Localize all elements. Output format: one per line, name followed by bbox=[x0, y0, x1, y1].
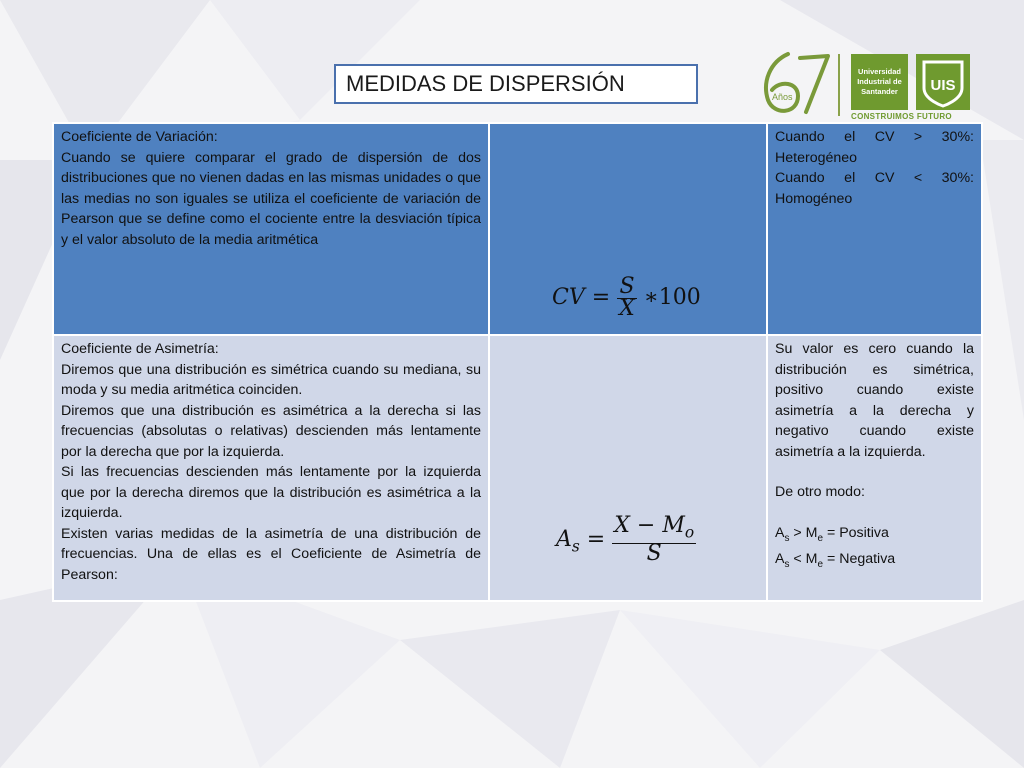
as-lhs-sub: s bbox=[571, 537, 580, 556]
as-lhs-base: A bbox=[556, 527, 572, 553]
cv-fraction bbox=[617, 274, 637, 321]
as-fraction bbox=[612, 513, 696, 566]
asymmetry-paragraph-1: Diremos que una distribución es simétrica cuando su mediana, su moda y su media aritmética coinciden. bbox=[61, 361, 481, 398]
rule-a-sub: s bbox=[784, 532, 790, 544]
as-numerator bbox=[612, 513, 696, 543]
variation-formula-cell bbox=[489, 123, 767, 335]
anniversary-67-logo bbox=[758, 48, 834, 120]
variation-interpretation-cell bbox=[767, 123, 982, 335]
rule-op: < bbox=[793, 550, 802, 567]
as-denominator: S bbox=[646, 540, 662, 566]
university-line-1: Universidad bbox=[858, 67, 901, 76]
variation-interpretation-1: Cuando el CV > 30%: Heterogéneo bbox=[775, 129, 974, 166]
variation-description-cell bbox=[53, 123, 489, 335]
cv-operator: ∗ bbox=[643, 285, 659, 310]
asymmetry-rule-negative bbox=[775, 549, 974, 575]
table-row-variation bbox=[53, 123, 982, 335]
asymmetry-interpretation-cell bbox=[767, 335, 982, 601]
as-numerator-m-sub: o bbox=[684, 523, 695, 542]
rule-m: M bbox=[805, 550, 818, 567]
cv-factor: 100 bbox=[658, 285, 701, 310]
rule-eq: = bbox=[826, 524, 836, 541]
variation-title: Coeficiente de Variación: bbox=[61, 129, 218, 145]
variation-interpretation-2: Cuando el CV < 30%: Homogéneo bbox=[775, 170, 974, 207]
cv-formula bbox=[552, 274, 701, 321]
asymmetry-paragraph-3: Si las frecuencias descienden más lentamente por la izquierda que por la derecha diremos que la distribución es asimétrica a la izquierda. bbox=[61, 464, 481, 521]
rule-result: Negativa bbox=[839, 550, 896, 567]
as-equals: = bbox=[586, 527, 606, 553]
logo-area bbox=[758, 48, 978, 124]
as-numerator-x: X bbox=[614, 513, 630, 538]
anniversary-word: Años bbox=[772, 92, 793, 102]
table-row-asymmetry bbox=[53, 335, 982, 601]
rule-m-sub: e bbox=[817, 558, 823, 570]
university-line-2: Industrial de bbox=[857, 77, 902, 86]
as-numerator-m: M bbox=[662, 513, 685, 538]
cv-numerator: S bbox=[619, 274, 635, 299]
asymmetry-paragraph-2: Diremos que una distribución es asimétrica a la derecha si las frecuencias (absolutas o relativas) descienden más lentamente por la derecha que por la izquierda. bbox=[61, 402, 481, 460]
cv-equals: = bbox=[591, 285, 611, 310]
rule-eq: = bbox=[826, 550, 836, 567]
as-lhs bbox=[556, 527, 580, 556]
as-formula bbox=[556, 513, 696, 566]
rule-a: A bbox=[775, 550, 785, 567]
slide-title bbox=[334, 64, 698, 104]
slide-title-text: MEDIDAS DE DISPERSIÓN bbox=[346, 71, 625, 96]
spacer bbox=[775, 503, 974, 523]
asymmetry-description-cell bbox=[53, 335, 489, 601]
asymmetry-paragraph-4: Existen varias medidas de la asimetría de una distribución de frecuencias. Una de ellas es el Coeficiente de Asimetría de Pearson: bbox=[61, 525, 481, 583]
rule-op: > bbox=[793, 524, 802, 541]
asymmetry-alt-title: De otro modo: bbox=[775, 484, 865, 500]
asymmetry-formula-cell bbox=[489, 335, 767, 601]
university-line-3: Santander bbox=[861, 87, 898, 96]
rule-a: A bbox=[775, 524, 785, 541]
tagline: CONSTRUIMOS FUTURO bbox=[851, 112, 952, 121]
cv-lhs: CV bbox=[552, 285, 585, 310]
spacer bbox=[775, 462, 974, 482]
variation-description: Cuando se quiere comparar el grado de dispersión de dos distribuciones que no vienen dadas en las mismas unidades o que las medias no son iguales se utiliza el coeficiente de variación de Pearson que se define como el cociente entre la desviación típica y el valor absoluto de la media aritmética bbox=[61, 149, 481, 248]
as-minus: − bbox=[636, 513, 656, 538]
rule-m: M bbox=[805, 524, 818, 541]
uis-text: UIS bbox=[930, 77, 956, 94]
rule-m-sub: e bbox=[817, 532, 823, 544]
logo-divider bbox=[838, 54, 840, 116]
asymmetry-interpretation: Su valor es cero cuando la distribución es simétrica, positivo cuando existe asimetría a la derecha y negativo cuando existe asimetría a la izquierda. bbox=[775, 341, 974, 460]
rule-a-sub: s bbox=[784, 558, 790, 570]
dispersion-table bbox=[52, 122, 983, 602]
university-logo bbox=[851, 54, 908, 110]
rule-result: Positiva bbox=[839, 524, 889, 541]
cv-denominator: X bbox=[619, 295, 635, 321]
asymmetry-title: Coeficiente de Asimetría: bbox=[61, 341, 219, 357]
asymmetry-rule-positive bbox=[775, 523, 974, 549]
uis-shield-logo bbox=[916, 54, 970, 110]
